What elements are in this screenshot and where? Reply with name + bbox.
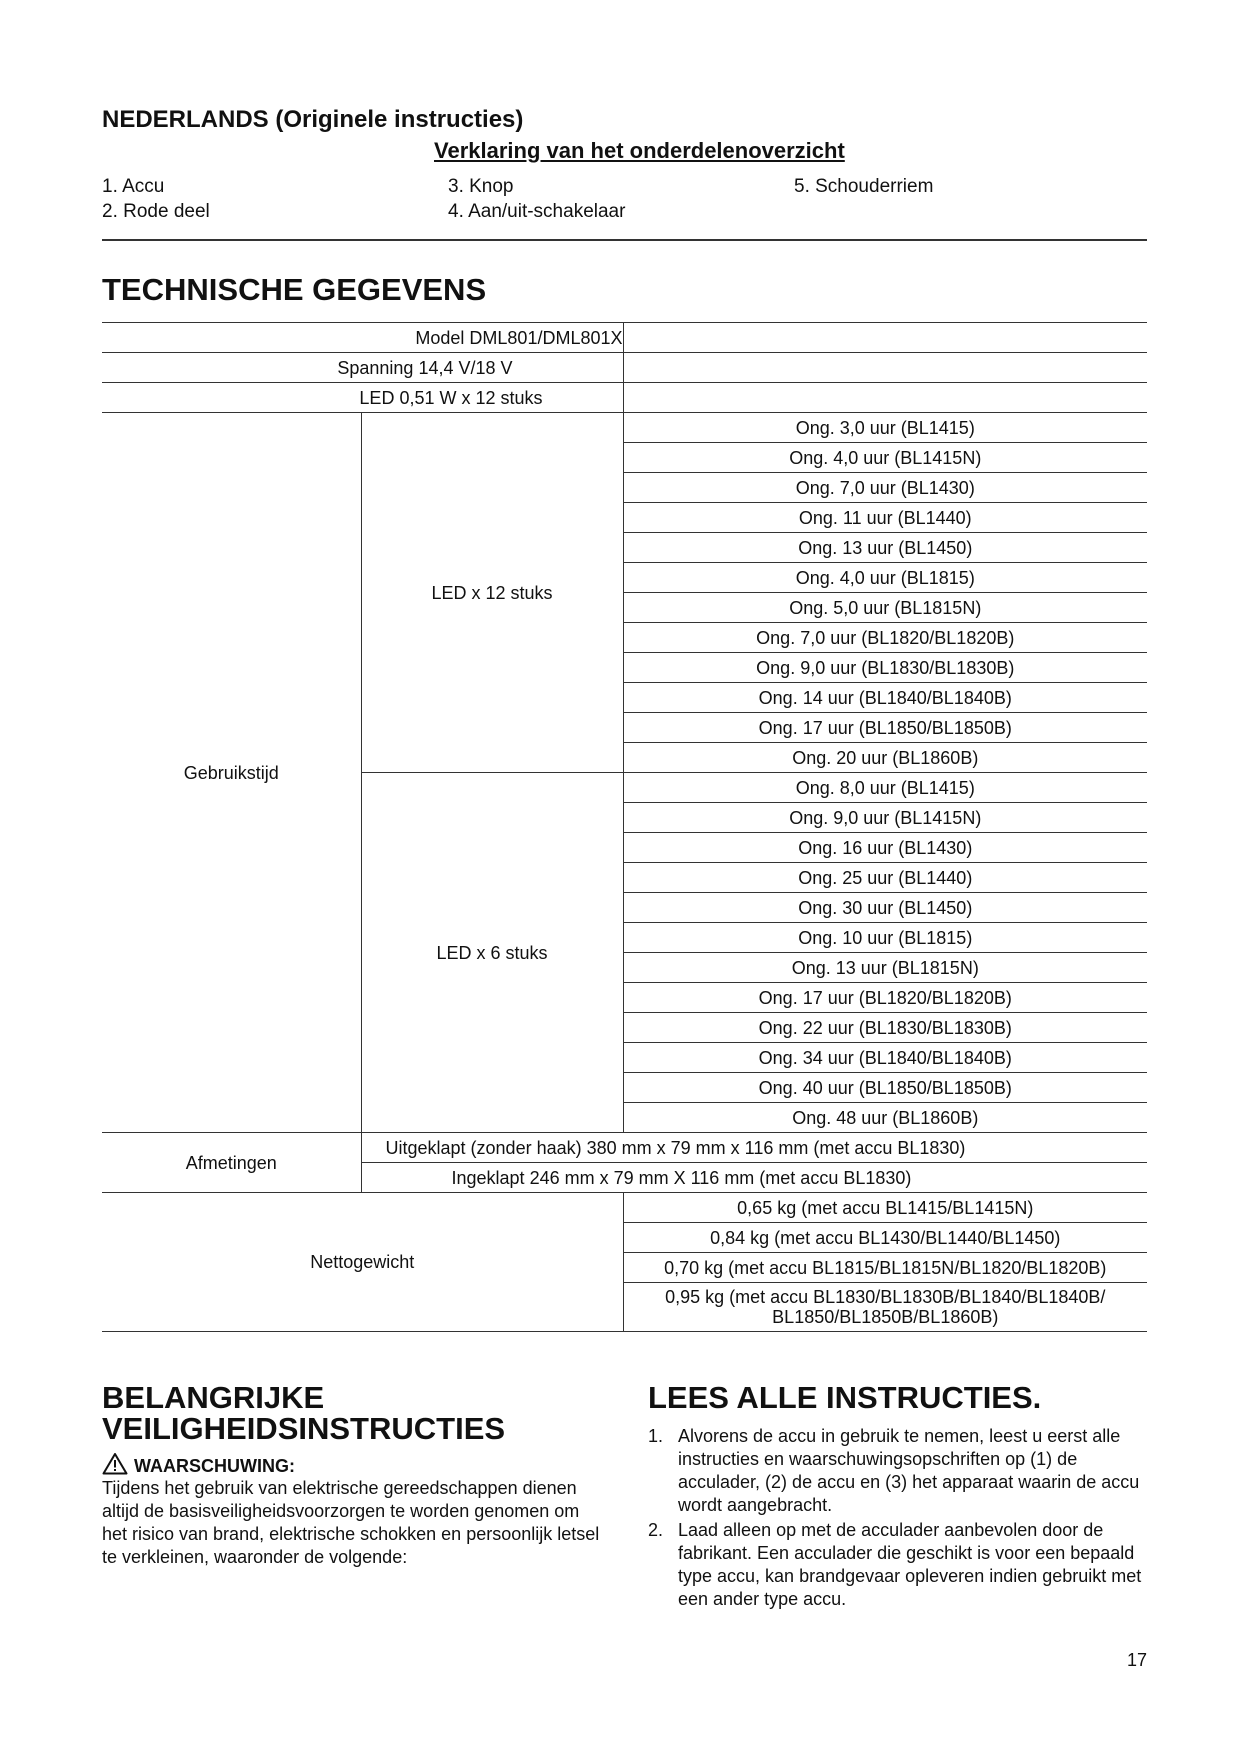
weight-value: 0,65 kg (met accu BL1415/BL1415N) xyxy=(623,1193,1147,1223)
usage-value: Ong. 4,0 uur (BL1815) xyxy=(623,563,1147,593)
led-value: 0,51 W x 12 stuks xyxy=(399,387,543,408)
language-title: NEDERLANDS (Originele instructies) xyxy=(102,106,524,133)
weight-label: Nettogewicht xyxy=(102,1193,623,1332)
warning-text: Tijdens het gebruik van elektrische gereedschappen dienen altijd de basisveiligheidsvoorzorgen te worden genomen om het risico van brand, elektrische schokken en persoonlijk letsel te verkleinen, waaronder de volgende: xyxy=(102,1478,600,1567)
usage-value: Ong. 9,0 uur (BL1415N) xyxy=(623,803,1147,833)
part-item: 1. Accu xyxy=(102,176,165,197)
specs-table xyxy=(102,322,1147,1332)
dimension-value xyxy=(361,1163,1147,1193)
model-value: DML801/DML801X xyxy=(469,327,623,348)
weight-value: 0,84 kg (met accu BL1430/BL1440/BL1450) xyxy=(623,1223,1147,1253)
usage-value: Ong. 16 uur (BL1430) xyxy=(623,833,1147,863)
usage-value: Ong. 3,0 uur (BL1415) xyxy=(623,413,1147,443)
table-row xyxy=(102,413,1147,443)
usage-value: Ong. 17 uur (BL1820/BL1820B) xyxy=(623,983,1147,1013)
usage-value: Ong. 17 uur (BL1850/BL1850B) xyxy=(623,713,1147,743)
spec-label xyxy=(102,353,623,383)
instructions-list xyxy=(648,1425,1148,1613)
usage-value: Ong. 48 uur (BL1860B) xyxy=(623,1103,1147,1133)
section-divider xyxy=(102,239,1147,241)
weight-value: 0,70 kg (met accu BL1815/BL1815N/BL1820/BL1820B) xyxy=(623,1253,1147,1283)
list-item xyxy=(648,1519,1148,1611)
usage-value: Ong. 13 uur (BL1450) xyxy=(623,533,1147,563)
table-row xyxy=(102,383,1147,413)
usage-label: Gebruikstijd xyxy=(102,413,361,1133)
weight-value: 0,95 kg (met accu BL1830/BL1830B/BL1840/BL1840B/ BL1850/BL1850B/BL1860B) xyxy=(623,1283,1147,1332)
usage-value: Ong. 7,0 uur (BL1820/BL1820B) xyxy=(623,623,1147,653)
parts-title: Verklaring van het onderdelenoverzicht xyxy=(434,138,845,163)
folded-value: 246 mm x 79 mm X 116 mm (met accu BL1830) xyxy=(529,1167,912,1188)
warning-label: WAARSCHUWING: xyxy=(134,1455,295,1476)
led-label: LED xyxy=(359,387,395,408)
group6-label: LED x 6 stuks xyxy=(361,773,623,1133)
usage-value: Ong. 25 uur (BL1440) xyxy=(623,863,1147,893)
instructions-title: LEES ALLE INSTRUCTIES. xyxy=(648,1380,1042,1415)
folded-label: Ingeklapt xyxy=(451,1167,525,1188)
list-item-text: Laad alleen op met de acculader aanbevolen door de fabrikant. Een acculader die geschikt is voor een bepaald type accu, kan brandgevaar opleveren indien gebruikt met een ander type accu. xyxy=(678,1520,1142,1609)
usage-value: Ong. 30 uur (BL1450) xyxy=(623,893,1147,923)
usage-value: Ong. 40 uur (BL1850/BL1850B) xyxy=(623,1073,1147,1103)
list-item xyxy=(648,1425,1148,1517)
spec-label xyxy=(102,323,623,353)
usage-value: Ong. 5,0 uur (BL1815N) xyxy=(623,593,1147,623)
usage-value: Ong. 8,0 uur (BL1415) xyxy=(623,773,1147,803)
safety-title-line: BELANGRIJKE xyxy=(102,1380,325,1415)
part-item: 5. Schouderriem xyxy=(794,176,934,197)
usage-value: Ong. 11 uur (BL1440) xyxy=(623,503,1147,533)
table-row xyxy=(102,353,1147,383)
voltage-value: 14,4 V/18 V xyxy=(418,357,513,378)
table-row xyxy=(102,323,1147,353)
dimension-value xyxy=(361,1133,1147,1163)
page-number: 17 xyxy=(1126,1650,1147,1670)
voltage-label: Spanning xyxy=(337,357,414,378)
list-item-text: Alvorens de accu in gebruik te nemen, leest u eerst alle instructies en waarschuwingsopschriften op (1) de acculader, (2) de accu en (3) het apparaat waarin de accu wordt aangebracht. xyxy=(678,1426,1140,1515)
part-item: 3. Knop xyxy=(448,176,514,197)
model-label: Model xyxy=(415,327,465,348)
dimensions-label: Afmetingen xyxy=(102,1133,361,1193)
part-item: 4. Aan/uit-schakelaar xyxy=(448,201,626,222)
usage-value: Ong. 7,0 uur (BL1430) xyxy=(623,473,1147,503)
usage-value: Ong. 22 uur (BL1830/BL1830B) xyxy=(623,1013,1147,1043)
specs-title: TECHNISCHE GEGEVENS xyxy=(102,272,487,307)
unfolded-label: Uitgeklapt (zonder haak) xyxy=(385,1137,582,1158)
usage-value: Ong. 4,0 uur (BL1415N) xyxy=(623,443,1147,473)
warning-heading xyxy=(102,1452,295,1480)
part-item: 2. Rode deel xyxy=(102,201,210,222)
table-row xyxy=(102,1133,1147,1163)
safety-title xyxy=(102,1382,505,1444)
usage-value: Ong. 9,0 uur (BL1830/BL1830B) xyxy=(623,653,1147,683)
safety-title-line: VEILIGHEIDSINSTRUCTIES xyxy=(102,1411,506,1446)
spec-label xyxy=(102,383,623,413)
list-item-number: 2. xyxy=(648,1520,664,1540)
warning-icon xyxy=(102,1452,128,1480)
group12-label: LED x 12 stuks xyxy=(361,413,623,773)
usage-value: Ong. 13 uur (BL1815N) xyxy=(623,953,1147,983)
usage-value: Ong. 10 uur (BL1815) xyxy=(623,923,1147,953)
usage-value: Ong. 14 uur (BL1840/BL1840B) xyxy=(623,683,1147,713)
usage-value: Ong. 20 uur (BL1860B) xyxy=(623,743,1147,773)
list-item-number: 1. xyxy=(648,1426,664,1446)
usage-value: Ong. 34 uur (BL1840/BL1840B) xyxy=(623,1043,1147,1073)
table-row xyxy=(102,1193,1147,1223)
unfolded-value: 380 mm x 79 mm x 116 mm (met accu BL1830) xyxy=(586,1137,966,1158)
